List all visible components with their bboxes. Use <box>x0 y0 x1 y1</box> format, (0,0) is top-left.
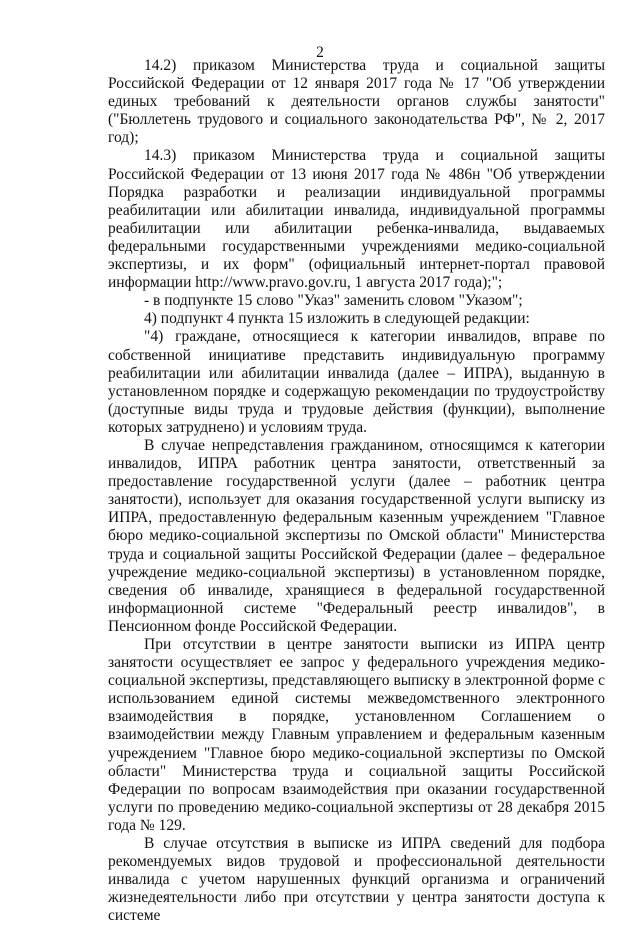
paragraph-non-submission: В случае непредставления гражданином, относящимся к категории инвалидов, ИПРА работник центра занятости, ответственный за предоставление государственной услуги (далее – работник центра занятости), использует для оказания государственной услуги выписку из ИПРА, предоставленную федеральным казенным учреждением "Главное бюро медико-социальной экспертизы по Омской области" Министерства труда и социальной защиты Российской Федерации (далее – федеральное учреждение медико-социальной экспертизы) в установленном порядке, сведения об инвалиде, хранящиеся в федеральной государственной информационной системе "Федеральный реестр инвалидов", в Пенсионном фонде Российской Федерации. <box>108 436 605 635</box>
paragraph-14-2: 14.2) приказом Министерства труда и социальной защиты Российской Федерации от 12 января 2017 года № 17 "Об утверждении единых требований к деятельности органов службы занятости" ("Бюллетень трудового и социального законодательства РФ", № 2, 2017 год); <box>108 57 605 147</box>
document-body <box>108 57 605 926</box>
paragraph-citizens-ipra: "4) граждане, относящиеся к категории инвалидов, вправе по собственной инициативе представить индивидуальную программу реабилитации или абилитации инвалида (далее – ИПРА), выданную в установленном порядке и содержащую рекомендации по трудоустройству (доступные виды труда и трудовые действия (функции), выполнение которых затруднено) и условиям труда. <box>108 328 605 436</box>
paragraph-clause-4: 4) подпункт 4 пункта 15 изложить в следующей редакции: <box>144 310 530 328</box>
paragraph-subclause-15: - в подпункте 15 слово "Указ" заменить словом "Указом"; <box>144 292 523 310</box>
page-number: 2 <box>316 44 324 61</box>
paragraph-14-3: 14.3) приказом Министерства труда и социальной защиты Российской Федерации от 13 июня 2017 года № 486н "Об утверждении Порядка разработки и реализации индивидуальной программы реабилитации или абилитации инвалида, индивидуальной программы реабилитации или абилитации ребенка-инвалида, выдаваемых федеральными государственными учреждениями медико-социальной экспертизы, и их форм" (официальный интернет-портал правовой информации http://www.pravo.gov.ru, 1 августа 2017 года);"; <box>108 147 605 292</box>
paragraph-absence-of-extract: При отсутствии в центре занятости выписки из ИПРА центр занятости осуществляет ее запрос у федерального учреждения медико-социальной экспертизы, представляющего выписку в электронной форме с использованием единой системы межведомственного электронного взаимодействия в порядке, установленном Соглашением о взаимодействии между Главным управлением и федеральным казенным учреждением "Главное бюро медико-социальной экспертизы по Омской области" Министерства труда и социальной защиты Российской Федерации по вопросам взаимодействия при оказании государственной услуги по проведению медико-социальной экспертизы от 28 декабря 2015 года № 129. <box>108 636 605 834</box>
paragraph-missing-information: В случае отсутствия в выписке из ИПРА сведений для подбора рекомендуемых видов трудовой и профессиональной деятельности инвалида с учетом нарушенных функций организма и ограничений жизнедеятельности либо при отсутствии у центра занятости доступа к системе <box>108 835 605 925</box>
